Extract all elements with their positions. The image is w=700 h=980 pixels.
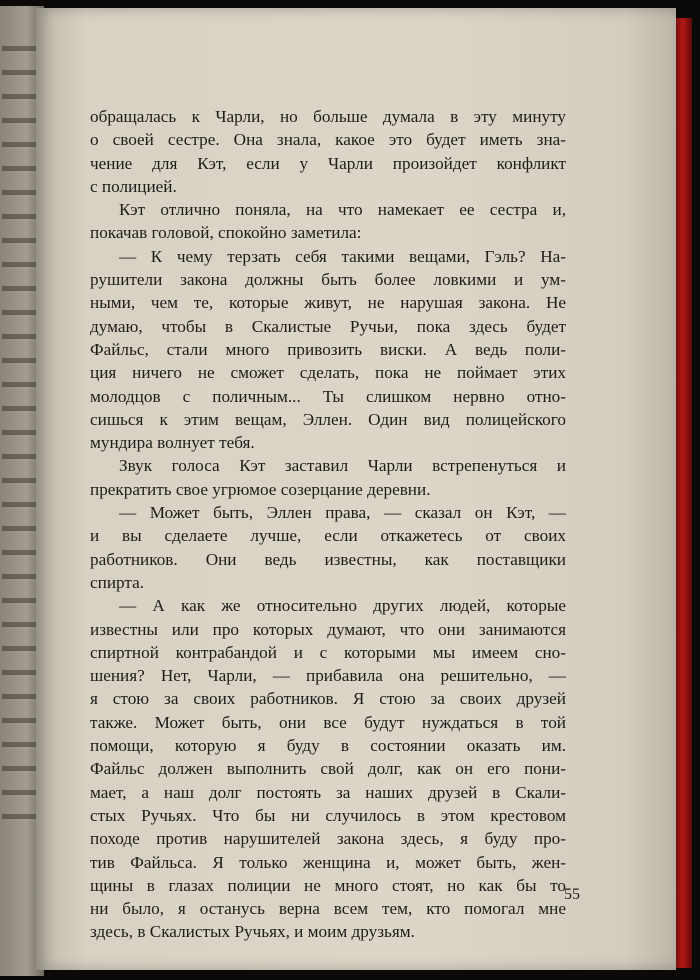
text-line: шения? Нет, Чарли, — прибавила она решительно, — [90, 666, 566, 686]
text-line: тив Файльса. Я только женщина и, может быть, жен- [90, 852, 566, 872]
book-page [36, 8, 676, 970]
text-line: известны или про которых думают, что они занимаются [90, 619, 566, 639]
text-line: Файльс, стали много привозить виски. А ведь поли- [90, 339, 566, 359]
text-line: ными, чем те, которые живут, не нарушая закона. Не [90, 293, 566, 313]
text-line: здесь, в Скалистых Ручьях, и моим друзьям. [90, 922, 415, 942]
text-line: покачав головой, спокойно заметила: [90, 223, 362, 243]
text-line: работников. Они ведь известны, как поставщики [90, 549, 566, 569]
text-line: Звук голоса Кэт заставил Чарли встрепенуться и [119, 456, 566, 476]
text-line: обращалась к Чарли, но больше думала в эту минуту [90, 107, 566, 126]
text-line: — Может быть, Эллен права, — сказал он Кэт, — [119, 503, 566, 523]
text-line: и вы сделаете лучше, если откажетесь от своих [90, 526, 566, 546]
text-line: я стою за своих работников. Я стою за своих друзей [90, 689, 566, 709]
page-number: 55 [564, 886, 580, 903]
text-line: молодцов с поличным... Ты слишком нервно отно- [90, 386, 566, 406]
text-line: ни было, я останусь верна всем тем, кто помогал мне [90, 899, 566, 919]
text-line: сишься к этим вещам, Эллен. Один вид полицейского [90, 409, 566, 429]
text-line: мундира волнует тебя. [90, 433, 255, 453]
text-line: походе против нарушителей закона здесь, я буду про- [90, 829, 566, 849]
text-line: щины в глазах полиции не много стоят, но как бы то [90, 875, 566, 895]
text-line: спирта. [90, 572, 145, 592]
text-line: также. Может быть, они все будут нуждаться в той [90, 712, 566, 732]
text-line: думаю, чтобы в Скалистые Ручьи, пока здесь будет [90, 316, 566, 336]
text-line: о своей сестре. Она знала, какое это будет иметь зна- [90, 130, 566, 150]
text-line: — К чему терзать себя такими вещами, Гэль? На- [119, 246, 566, 266]
text-line: Файльс должен выполнить свой долг, как он его пони- [90, 759, 566, 779]
page-text [90, 105, 566, 944]
text-line: спиртной контрабандой и с которыми мы имеем сно- [90, 642, 566, 662]
text-line: помощи, которую я буду в состоянии оказать им. [90, 736, 566, 756]
text-line: чение для Кэт, если у Чарли произойдет конфликт [90, 153, 566, 173]
text-line: мает, а наш долг постоять за наших друзей в Скали- [90, 782, 566, 802]
text-line: с полицией. [90, 176, 177, 196]
text-line: Кэт отлично поняла, на что намекает ее сестра и, [119, 200, 566, 220]
text-line: — А как же относительно других людей, которые [119, 596, 566, 616]
text-line: стых Ручьях. Что бы ни случилось в этом крестовом [90, 805, 566, 825]
text-line: ция ничего не сможет сделать, пока не поймает этих [90, 363, 566, 383]
text-line: рушители закона должны быть более ловкими и ум- [90, 270, 566, 290]
text-line: прекратить свое угрюмое созерцание деревни. [90, 479, 431, 499]
